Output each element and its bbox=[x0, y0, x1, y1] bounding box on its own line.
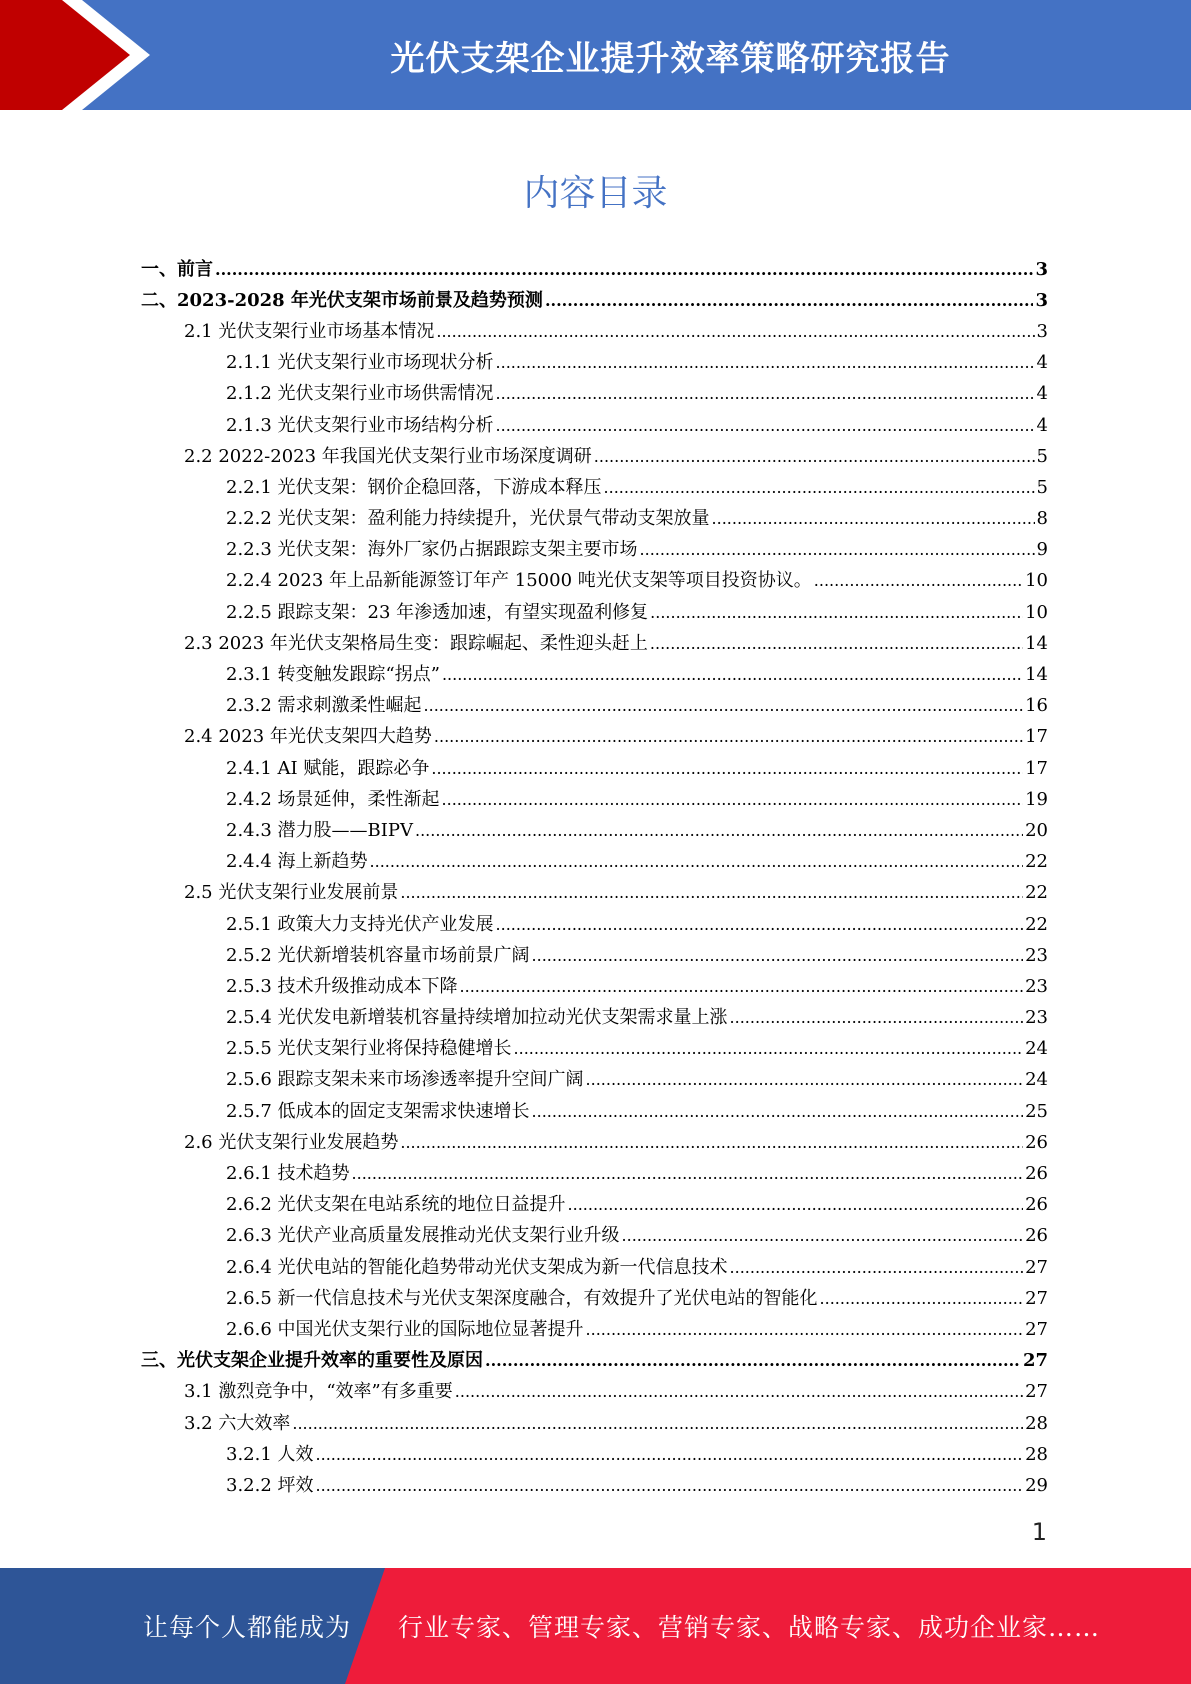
toc-entry-label: 2.6 光伏支架行业发展趋势 bbox=[184, 1131, 399, 1153]
toc-entry-page: 27 bbox=[1025, 1256, 1048, 1278]
toc-entry-page: 29 bbox=[1025, 1474, 1048, 1496]
toc-entry[interactable] bbox=[141, 1283, 1048, 1314]
toc-entry-label: 2.6.6 中国光伏支架行业的国际地位显著提升 bbox=[226, 1318, 584, 1340]
toc-entry-label: 2.4.3 潜力股——BIPV bbox=[226, 819, 413, 841]
toc-entry-label: 2.6.5 新一代信息技术与光伏支架深度融合，有效提升了光伏电站的智能化 bbox=[226, 1287, 818, 1309]
toc-entry[interactable] bbox=[141, 566, 1048, 597]
toc-entry[interactable] bbox=[141, 1408, 1048, 1439]
toc-entry-label: 2.6.3 光伏产业高质量发展推动光伏支架行业升级 bbox=[226, 1225, 620, 1247]
toc-entry[interactable] bbox=[141, 1127, 1048, 1158]
toc-entry-page: 3 bbox=[1035, 258, 1048, 280]
toc-entry-page: 3 bbox=[1036, 320, 1048, 342]
toc-entry[interactable] bbox=[141, 1096, 1048, 1127]
toc-entry[interactable] bbox=[141, 535, 1048, 566]
toc-entry-page: 26 bbox=[1025, 1163, 1048, 1185]
toc-dot-leader bbox=[460, 975, 1024, 999]
toc-entry-page: 4 bbox=[1036, 383, 1048, 405]
toc-entry-label: 2.1.3 光伏支架行业市场结构分析 bbox=[226, 414, 494, 436]
toc-entry-page: 14 bbox=[1025, 632, 1048, 654]
toc-dot-leader bbox=[352, 1162, 1024, 1186]
toc-dot-leader bbox=[604, 476, 1035, 500]
toc-entry[interactable] bbox=[141, 1158, 1048, 1189]
toc-entry-page: 4 bbox=[1036, 352, 1048, 374]
toc-entry[interactable] bbox=[141, 1190, 1048, 1221]
toc-entry-label: 二、2023-2028 年光伏支架市场前景及趋势预测 bbox=[141, 289, 543, 311]
toc-entry-page: 10 bbox=[1025, 570, 1048, 592]
toc-dot-leader bbox=[292, 1412, 1023, 1436]
toc-entry[interactable] bbox=[141, 847, 1048, 878]
toc-entry-page: 20 bbox=[1025, 819, 1048, 841]
toc-dot-leader bbox=[436, 320, 1034, 344]
toc-entry-label: 三、光伏支架企业提升效率的重要性及原因 bbox=[141, 1350, 483, 1372]
toc-entry-label: 2.1.1 光伏支架行业市场现状分析 bbox=[226, 352, 494, 374]
toc-entry[interactable] bbox=[141, 597, 1048, 628]
toc-entry[interactable] bbox=[141, 691, 1048, 722]
toc-entry-label: 2.6.4 光伏电站的智能化趋势带动光伏支架成为新一代信息技术 bbox=[226, 1256, 728, 1278]
toc-entry[interactable] bbox=[141, 410, 1048, 441]
toc-entry-label: 2.5.2 光伏新增装机容量市场前景广阔 bbox=[226, 944, 530, 966]
page-number: 1 bbox=[1031, 1518, 1047, 1546]
toc-entry-label: 2.4.4 海上新趋势 bbox=[226, 851, 368, 873]
toc-entry[interactable] bbox=[141, 1377, 1048, 1408]
footer-slogan-right: 行业专家、管理专家、营销专家、战略专家、成功企业家…… bbox=[398, 1613, 1101, 1642]
toc-entry-page: 16 bbox=[1025, 695, 1048, 717]
toc-entry[interactable] bbox=[141, 878, 1048, 909]
toc-entry[interactable] bbox=[141, 472, 1048, 503]
table-of-contents bbox=[141, 254, 1048, 1502]
header-arrow-icon bbox=[0, 0, 160, 110]
footer-banner bbox=[0, 1568, 1191, 1684]
toc-entry-page: 22 bbox=[1025, 882, 1048, 904]
toc-dot-leader bbox=[485, 1349, 1021, 1373]
toc-entry[interactable] bbox=[141, 815, 1048, 846]
toc-entry-page: 23 bbox=[1025, 1007, 1048, 1029]
toc-entry-label: 2.4 2023 年光伏支架四大趋势 bbox=[184, 726, 432, 748]
toc-dot-leader bbox=[316, 1443, 1024, 1467]
toc-entry[interactable] bbox=[141, 1346, 1048, 1377]
toc-dot-leader bbox=[434, 725, 1023, 749]
toc-entry-page: 27 bbox=[1025, 1381, 1048, 1403]
toc-entry[interactable] bbox=[141, 753, 1048, 784]
report-title: 光伏支架企业提升效率策略研究报告 bbox=[390, 38, 951, 79]
toc-entry[interactable] bbox=[141, 784, 1048, 815]
toc-entry-label: 2.5.4 光伏发电新增装机容量持续增加拉动光伏支架需求量上涨 bbox=[226, 1007, 728, 1029]
toc-entry-label: 2.5.1 政策大力支持光伏产业发展 bbox=[226, 913, 494, 935]
toc-entry[interactable] bbox=[141, 254, 1048, 285]
toc-entry[interactable] bbox=[141, 285, 1048, 316]
toc-entry[interactable] bbox=[141, 1065, 1048, 1096]
toc-entry-page: 4 bbox=[1036, 414, 1048, 436]
toc-entry-page: 24 bbox=[1025, 1069, 1048, 1091]
toc-entry-label: 3.1 激烈竞争中，“效率”有多重要 bbox=[184, 1381, 453, 1403]
toc-entry-label: 2.2.2 光伏支架：盈利能力持续提升，光伏景气带动支架放量 bbox=[226, 508, 710, 530]
toc-dot-leader bbox=[814, 569, 1023, 593]
toc-entry[interactable] bbox=[141, 1003, 1048, 1034]
toc-entry[interactable] bbox=[141, 1470, 1048, 1501]
toc-entry-label: 2.4.1 AI 赋能，跟踪必争 bbox=[226, 757, 430, 779]
toc-entry-label: 2.5.7 低成本的固定支架需求快速增长 bbox=[226, 1100, 530, 1122]
toc-entry[interactable] bbox=[141, 1252, 1048, 1283]
toc-entry[interactable] bbox=[141, 1439, 1048, 1470]
toc-entry-label: 2.6.1 技术趋势 bbox=[226, 1163, 350, 1185]
toc-dot-leader bbox=[712, 507, 1035, 531]
toc-entry-page: 23 bbox=[1025, 944, 1048, 966]
toc-entry-page: 10 bbox=[1025, 601, 1048, 623]
toc-entry-page: 25 bbox=[1025, 1100, 1048, 1122]
toc-entry-page: 27 bbox=[1022, 1350, 1048, 1372]
toc-entry-page: 22 bbox=[1025, 851, 1048, 873]
toc-entry[interactable] bbox=[141, 659, 1048, 690]
toc-entry[interactable] bbox=[141, 316, 1048, 347]
toc-entry[interactable] bbox=[141, 940, 1048, 971]
toc-entry-label: 3.2.1 人效 bbox=[226, 1443, 314, 1465]
toc-entry-label: 2.2.1 光伏支架：钢价企稳回落，下游成本释压 bbox=[226, 476, 602, 498]
toc-entry-label: 一、前言 bbox=[141, 258, 213, 280]
toc-entry-label: 2.1 光伏支架行业市场基本情况 bbox=[184, 320, 435, 342]
toc-dot-leader bbox=[424, 694, 1024, 718]
toc-entry-page: 22 bbox=[1025, 913, 1048, 935]
toc-entry-page: 14 bbox=[1025, 664, 1048, 686]
toc-dot-leader bbox=[586, 1318, 1024, 1342]
toc-entry-label: 2.5.6 跟踪支架未来市场渗透率提升空间广阔 bbox=[226, 1069, 584, 1091]
toc-dot-leader bbox=[496, 382, 1035, 406]
toc-dot-leader bbox=[622, 1224, 1024, 1248]
toc-dot-leader bbox=[640, 538, 1035, 562]
toc-entry-page: 23 bbox=[1025, 975, 1048, 997]
toc-entry-page: 5 bbox=[1036, 476, 1048, 498]
toc-dot-leader bbox=[442, 663, 1023, 687]
toc-dot-leader bbox=[532, 1100, 1024, 1124]
toc-entry-label: 2.5.3 技术升级推动成本下降 bbox=[226, 975, 458, 997]
toc-dot-leader bbox=[650, 632, 1023, 656]
toc-entry[interactable] bbox=[141, 379, 1048, 410]
toc-dot-leader bbox=[820, 1287, 1024, 1311]
toc-dot-leader bbox=[532, 944, 1024, 968]
toc-dot-leader bbox=[400, 1131, 1023, 1155]
toc-dot-leader bbox=[594, 445, 1035, 469]
toc-dot-leader bbox=[215, 258, 1033, 282]
toc-dot-leader bbox=[496, 351, 1035, 375]
toc-entry-page: 24 bbox=[1025, 1038, 1048, 1060]
toc-dot-leader bbox=[316, 1474, 1024, 1498]
toc-entry[interactable] bbox=[141, 1221, 1048, 1252]
header-banner bbox=[0, 0, 1191, 110]
toc-entry-label: 2.6.2 光伏支架在电站系统的地位日益提升 bbox=[226, 1194, 566, 1216]
toc-entry-page: 9 bbox=[1036, 539, 1048, 561]
toc-entry-label: 2.2 2022-2023 年我国光伏支架行业市场深度调研 bbox=[184, 445, 592, 467]
toc-entry-label: 2.2.5 跟踪支架：23 年渗透加速，有望实现盈利修复 bbox=[226, 601, 649, 623]
toc-entry-page: 26 bbox=[1025, 1194, 1048, 1216]
toc-entry-label: 2.5 光伏支架行业发展前景 bbox=[184, 882, 399, 904]
toc-entry-label: 2.3 2023 年光伏支架格局生变：跟踪崛起、柔性迎头赶上 bbox=[184, 632, 648, 654]
toc-dot-leader bbox=[431, 757, 1023, 781]
toc-entry[interactable] bbox=[141, 1314, 1048, 1345]
toc-dot-leader bbox=[730, 1256, 1024, 1280]
toc-dot-leader bbox=[370, 850, 1024, 874]
toc-dot-leader bbox=[455, 1380, 1023, 1404]
toc-entry-page: 28 bbox=[1025, 1443, 1048, 1465]
toc-dot-leader bbox=[650, 601, 1023, 625]
toc-entry-page: 28 bbox=[1025, 1412, 1048, 1434]
toc-entry-page: 17 bbox=[1025, 757, 1048, 779]
toc-entry[interactable] bbox=[141, 722, 1048, 753]
toc-entry[interactable] bbox=[141, 909, 1048, 940]
toc-dot-leader bbox=[496, 913, 1024, 937]
toc-heading: 内容目录 bbox=[523, 173, 668, 214]
toc-entry-page: 8 bbox=[1036, 508, 1048, 530]
toc-entry[interactable] bbox=[141, 348, 1048, 379]
toc-entry-page: 19 bbox=[1025, 788, 1048, 810]
toc-entry-label: 2.3.2 需求刺激柔性崛起 bbox=[226, 695, 422, 717]
toc-entry-page: 27 bbox=[1025, 1287, 1048, 1309]
footer-slogan-left: 让每个人都能成为 bbox=[143, 1613, 352, 1642]
toc-dot-leader bbox=[415, 819, 1023, 843]
toc-entry-label: 2.5.5 光伏支架行业将保持稳健增长 bbox=[226, 1038, 512, 1060]
toc-entry-page: 5 bbox=[1036, 445, 1048, 467]
toc-entry-label: 3.2.2 坪效 bbox=[226, 1474, 314, 1496]
toc-entry-page: 3 bbox=[1035, 289, 1048, 311]
toc-entry[interactable] bbox=[141, 971, 1048, 1002]
toc-entry-label: 2.1.2 光伏支架行业市场供需情况 bbox=[226, 383, 494, 405]
toc-entry-label: 2.3.1 转变触发跟踪“拐点” bbox=[226, 664, 440, 686]
toc-dot-leader bbox=[400, 881, 1023, 905]
toc-entry[interactable] bbox=[141, 504, 1048, 535]
toc-entry-page: 27 bbox=[1025, 1318, 1048, 1340]
toc-dot-leader bbox=[586, 1068, 1024, 1092]
toc-entry[interactable] bbox=[141, 628, 1048, 659]
toc-entry-page: 17 bbox=[1025, 726, 1048, 748]
toc-entry-label: 2.2.3 光伏支架：海外厂家仍占据跟踪支架主要市场 bbox=[226, 539, 638, 561]
toc-dot-leader bbox=[545, 289, 1034, 313]
toc-dot-leader bbox=[496, 414, 1035, 438]
toc-entry[interactable] bbox=[141, 1034, 1048, 1065]
toc-dot-leader bbox=[568, 1193, 1024, 1217]
toc-entry-page: 26 bbox=[1025, 1225, 1048, 1247]
toc-entry-page: 26 bbox=[1025, 1131, 1048, 1153]
toc-entry-label: 2.4.2 场景延伸，柔性渐起 bbox=[226, 788, 440, 810]
toc-entry[interactable] bbox=[141, 441, 1048, 472]
toc-dot-leader bbox=[514, 1037, 1024, 1061]
toc-entry-label: 3.2 六大效率 bbox=[184, 1412, 291, 1434]
toc-dot-leader bbox=[730, 1006, 1024, 1030]
toc-entry-label: 2.2.4 2023 年上品新能源签订年产 15000 吨光伏支架等项目投资协议。 bbox=[226, 570, 812, 592]
toc-dot-leader bbox=[442, 788, 1024, 812]
